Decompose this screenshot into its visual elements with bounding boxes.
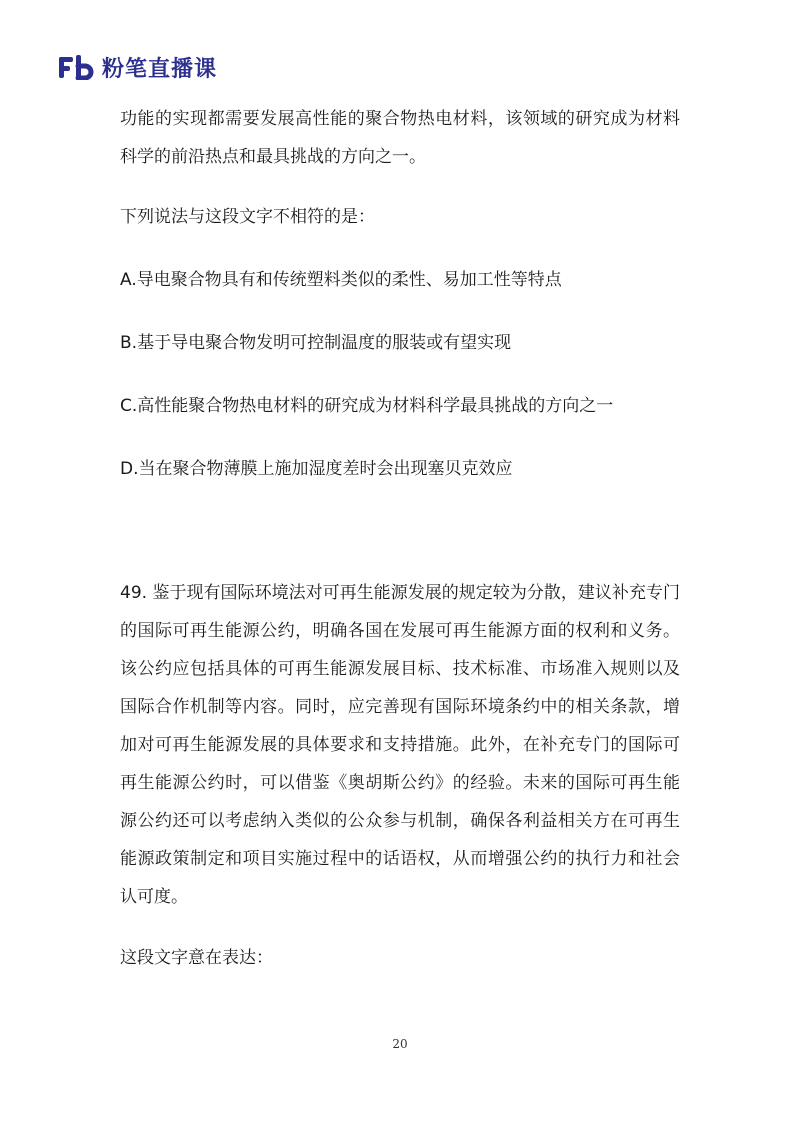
passage-tail: 功能的实现都需要发展高性能的聚合物热电材料，该领域的研究成为材料科学的前沿热点和最具挑战的方向之一。 bbox=[120, 109, 680, 167]
option-a: A.导电聚合物具有和传统塑料类似的柔性、易加工性等特点 bbox=[120, 270, 562, 290]
header bbox=[58, 52, 217, 82]
fb-logo-icon bbox=[58, 54, 96, 80]
document-body bbox=[120, 100, 680, 977]
page-number: 20 bbox=[392, 1037, 408, 1051]
option-b: B.基于导电聚合物发明可控制温度的服装或有望实现 bbox=[120, 333, 512, 353]
logo-text: 粉笔直播课 bbox=[102, 56, 218, 82]
option-d: D.当在聚合物薄膜上施加湿度差时会出现塞贝克效应 bbox=[120, 459, 513, 479]
option-c: C.高性能聚合物热电材料的研究成为材料科学最具挑战的方向之一 bbox=[120, 396, 614, 416]
question-49-passage: 49. 鉴于现有国际环境法对可再生能源发展的规定较为分散，建议补充专门的国际可再生能源公约，明确各国在发展可再生能源方面的权利和义务。该公约应包括具体的可再生能源发展目标、技术标准、市场准入规则以及国际合作机制等内容。同时，应完善现有国际环境条约中的相关条款，增加对可再生能源发展的具体要求和支持措施。此外，在补充专门的国际可再生能源公约时，可以借鉴《奥胡斯公约》的经验。未来的国际可再生能源公约还可以考虑纳入类似的公众参与机制，确保各利益相关方在可再生能源政策制定和项目实施过程中的话语权，从而增强公约的执行力和社会认可度。 bbox=[120, 583, 680, 907]
question-48-prompt: 下列说法与这段文字不相符的是： bbox=[120, 207, 375, 227]
question-49-prompt: 这段文字意在表达： bbox=[120, 948, 273, 968]
